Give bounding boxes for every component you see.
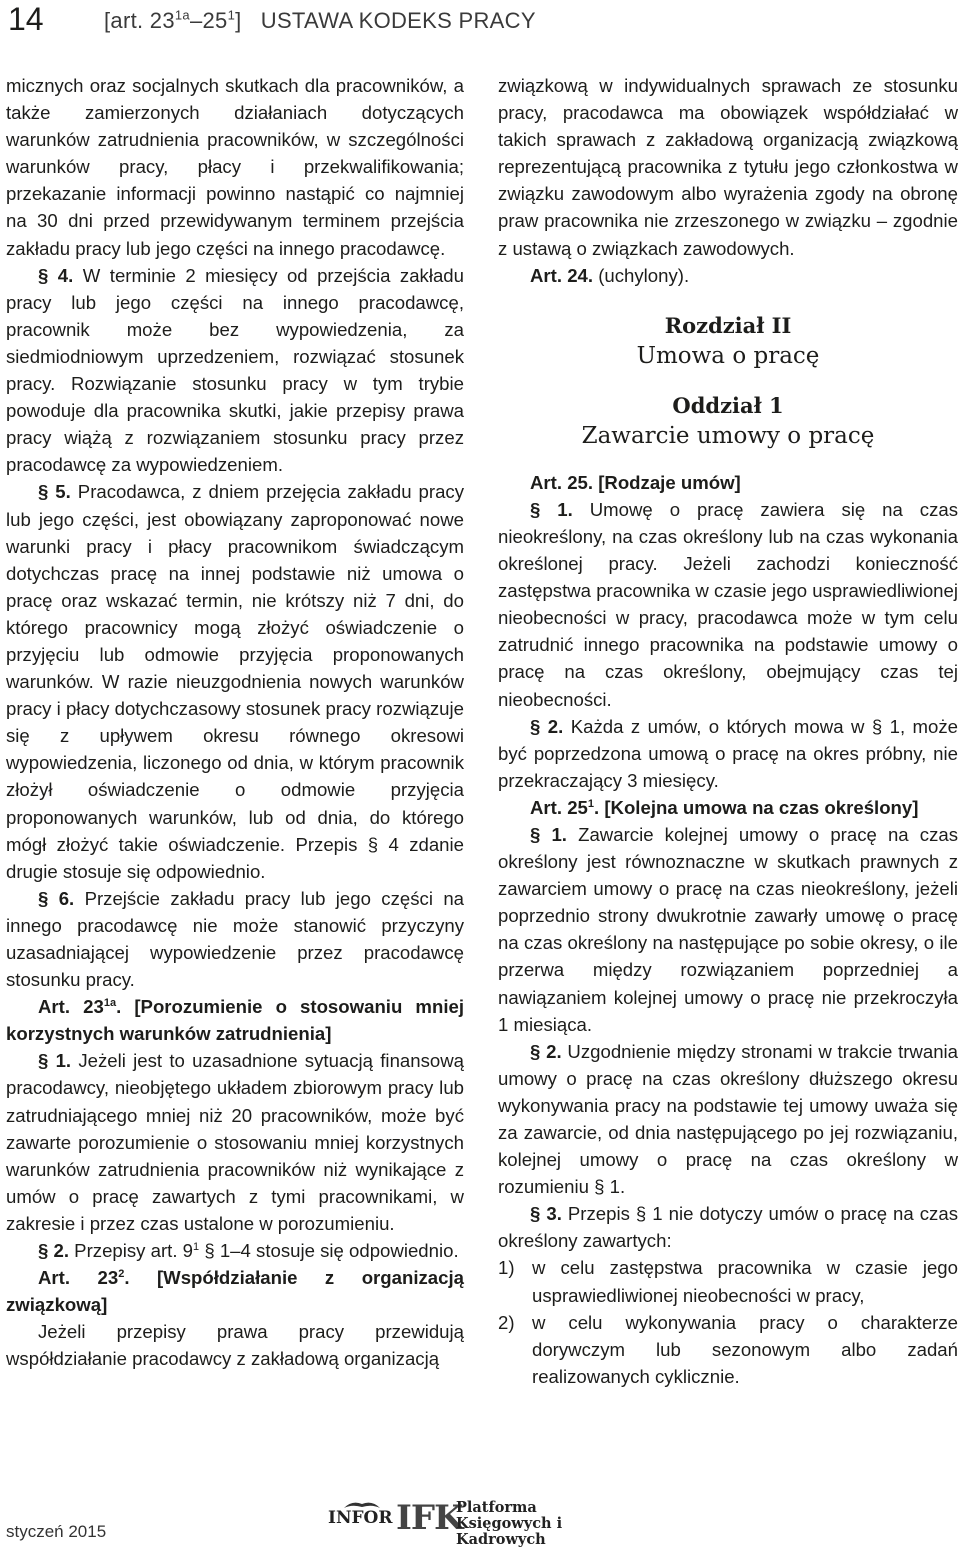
list-item	[498, 1309, 958, 1390]
spacer	[498, 451, 958, 469]
list-item-text: w celu wykonywania pracy o charakterze dorywczym lub sezonowym albo zadań realizowanych cyklicznie.	[532, 1311, 958, 1387]
paragraph-s4	[6, 262, 464, 479]
list-item	[498, 1254, 958, 1308]
section-text-end: § 1–4 stosuje się odpowiednio.	[199, 1240, 459, 1262]
section-text: Każda z umów, o których mowa w § 1, może być poprzedzona umową o pracę na okres próbny, nie przekraczający 3 miesięcy.	[498, 715, 959, 791]
footer-date: styczeń 2015	[6, 1522, 107, 1541]
paragraph-k2	[498, 1038, 958, 1201]
section-mark: § 1.	[530, 498, 573, 520]
logo-ifk: IFK	[396, 1498, 463, 1538]
paragraph-continuation: micznych oraz socjalnych skutkach dla pracowników, a także zamierzonych działaniach dotyczących warunków zatrudnienia pracowników, w szczególności warunków pracy, płacy i przekwalifikowania; przekazanie informacji powinno nastąpić co najmniej na 30 dni przed przewidywanym terminem przejścia zakładu pracy lub jego części na innego pracodawcę.	[6, 75, 464, 259]
paragraph-s6	[6, 885, 464, 993]
section-text: Umowę o pracę zawiera się na czas nieokreślony, na czas określony lub na czas wykonania określonej pracy. Jeżeli zachodzi konieczność zastępstwa pracownika w czasie jego usprawiedliwionej nieobecności w pracy, pracodawca może w tym celu zatrudnić innego pracownika na podstawie umowy o pracę na czas określony, obejmujący czas tej nieobecności.	[498, 498, 959, 710]
article-label: Art. 23	[38, 1267, 119, 1289]
header-bracket-close: ]	[235, 8, 242, 33]
article-label: Art. 24.	[530, 264, 594, 286]
paragraph-k3	[498, 1200, 958, 1254]
division-subtitle: Zawarcie umowy o pracę	[581, 422, 875, 449]
logo-line-1: Platforma	[456, 1499, 537, 1516]
logo-infor: INFOR	[328, 1508, 393, 1528]
left-column	[6, 72, 464, 1373]
section-text: Przepisy art. 9	[69, 1240, 194, 1262]
header-sup-b: 1	[227, 7, 236, 23]
section-mark: § 4.	[38, 264, 74, 286]
page-number: 14	[8, 1, 44, 37]
section-mark: § 1.	[530, 823, 567, 845]
right-column	[498, 72, 958, 1390]
logo-platform-text	[456, 1500, 648, 1548]
section-mark: § 5.	[38, 481, 71, 503]
article-sup: 1	[587, 797, 594, 810]
paragraph-continuation: związkową w indywidualnych sprawach ze stosunku pracy, pracodawca ma obowiązek współdziałać w takich sprawach z zakładową organizacją związkową reprezentującą pracownika z tytułu jego członkostwa w związku zawodowym albo wyrażenia zgody na obronę praw pracownika nie zrzeszonego w związku – zgodnie z ustawą o związkach zawodowych.	[498, 75, 958, 259]
article-sup: 2	[118, 1267, 125, 1280]
section-sup: 1	[193, 1240, 200, 1253]
section-text: Zawarcie kolejnej umowy o pracę na czas określony jest równoznaczne w skutkach prawnych z zawarciem umowy o pracę na czas nieokreślony, jeżeli poprzednio strony dwukrotnie zawarły umowę o pracę na czas określony na następujące po sobie okresy, o ile przerwa między rozwiązaniem poprzedniej a nawiązaniem kolejnej umowy o pracę nie przekroczyła 1 miesiąca.	[498, 823, 959, 1035]
paragraph-a1	[6, 1047, 464, 1237]
section-text: Jeżeli jest to uzasadnione sytuacją finansową pracodawcy, nieobjętego układem zbiorowym pracy lub zatrudniającego mniej niż 20 pracowników, może być zawarte porozumienie o stosowaniu mniej korzystnych warunków zatrudnienia pracowników niż wynikające z umów o pracę zawartych z tymi pracownikami, w zakresie i przez czas ustalone w porozumieniu.	[6, 1050, 464, 1234]
division-heading	[498, 391, 958, 451]
section-text: Uzgodnienie między stronami w trakcie trwania umowy o pracę na czas określony dłuższego okresu wykonywania pracy na podstawie tej umowy uważa się za zawarcie, od dnia następującego po jej rozwiązaniu, kolejnej umowy o pracę na czas określony w rozumieniu § 1.	[498, 1040, 959, 1198]
article-title: . [Współdziałanie z organizacją związkową]	[6, 1267, 464, 1316]
article-title: . [Kolejna umowa na czas określony]	[594, 796, 919, 818]
header-range-start: [art. 23	[104, 8, 175, 33]
article-sup: 1a	[103, 997, 117, 1009]
section-mark: § 3.	[530, 1203, 562, 1225]
article-title: . [Porozumienie o stosowaniu mniej korzystnych warunków zatrudnienia]	[6, 996, 464, 1045]
paragraph-a2	[6, 1237, 464, 1264]
list-item-text: w celu zastępstwa pracownika w czasie jego usprawiedliwionej nieobecności w pracy,	[532, 1257, 958, 1306]
article-heading-23-2	[6, 1264, 464, 1318]
section-mark: § 1.	[38, 1050, 72, 1072]
section-text: W terminie 2 miesięcy od przejścia zakładu pracy lub jego części na innego pracodawcę, pracownik może bez wypowiedzenia, za siedmiodniowym uprzedzeniem, rozwiązać stosunek pracy. Rozwiązanie stosunku pracy w tym trybie powoduje dla pracownika skutki, jakie przepisy prawa pracy wiążą z rozwiązaniem stosunku pracy przez pracodawcę za wypowiedzeniem.	[6, 264, 464, 476]
list-item-number: 2)	[498, 1311, 515, 1333]
article-heading-25-1	[498, 794, 958, 821]
paragraph-r1	[498, 496, 958, 713]
section-text: Przejście zakładu pracy lub jego części na innego pracodawcę nie może stanowić przyczyny uzasadniającej wypowiedzenie przez pracodawcę stosunku pracy.	[6, 887, 464, 991]
running-header	[8, 0, 952, 44]
section-text: Pracodawca, z dniem przejęcia zakładu pracy lub jego części, jest obowiązany zaproponować nowe warunki pracy i płacy pracownikom świadczącym dotychczas pracę na innej podstawie niż umowa o pracę oraz wskazać termin, nie krótszy niż 7 dni, do którego pracownicy mogą złożyć oświadczenie o przyjęciu lub odmowie przyjęcia proponowanych warunków. W razie nieuzgodnienia nowych warunków pracy i płacy dotychczasowy stosunek pracy rozwiązuje się z upływem okresu równego okresowi wypowiedzenia, liczonego od dnia, w którym pracownik złożył oświadczenie o odmowie przyjęcia proponowanych warunków, lub od dnia, do którego mógł złożyć takie oświadczenie. Przepis § 4 zdanie drugie stosuje się odpowiednio.	[6, 481, 465, 882]
paragraph-s5	[6, 478, 464, 884]
header-sup-a: 1a	[174, 7, 190, 23]
running-title	[104, 8, 536, 34]
logo-line-2: Księgowych i Kadrowych	[456, 1515, 563, 1548]
division-title: Oddział 1	[672, 392, 784, 418]
section-text: Przepis § 1 nie dotyczy umów o pracę na czas określony zawartych:	[498, 1203, 958, 1252]
publisher-logo	[328, 1498, 648, 1548]
paragraph-r2	[498, 713, 958, 794]
header-range-end: –25	[189, 8, 228, 33]
section-mark: § 2.	[530, 1040, 562, 1062]
article-text: (uchylony).	[593, 264, 690, 286]
article-heading-25: Art. 25. [Rodzaje umów]	[530, 471, 741, 493]
paragraph-k1	[498, 821, 958, 1038]
section-mark: § 6.	[38, 887, 75, 909]
section-mark: § 2.	[530, 715, 564, 737]
paragraph-art232: Jeżeli przepisy prawa pracy przewidują współdziałanie pracodawcy z zakładową organizacją	[6, 1321, 464, 1370]
chapter-title: Rozdział II	[664, 312, 792, 338]
list-item-number: 1)	[498, 1257, 515, 1279]
section-mark: § 2.	[38, 1240, 70, 1262]
article-label: Art. 23	[38, 996, 104, 1018]
article-24	[498, 262, 958, 289]
chapter-heading	[498, 311, 958, 371]
article-label: Art. 25	[530, 796, 588, 818]
article-heading-23-1a	[6, 993, 464, 1047]
chapter-subtitle: Umowa o pracę	[636, 342, 820, 369]
header-title: USTAWA KODEKS PRACY	[260, 8, 536, 33]
